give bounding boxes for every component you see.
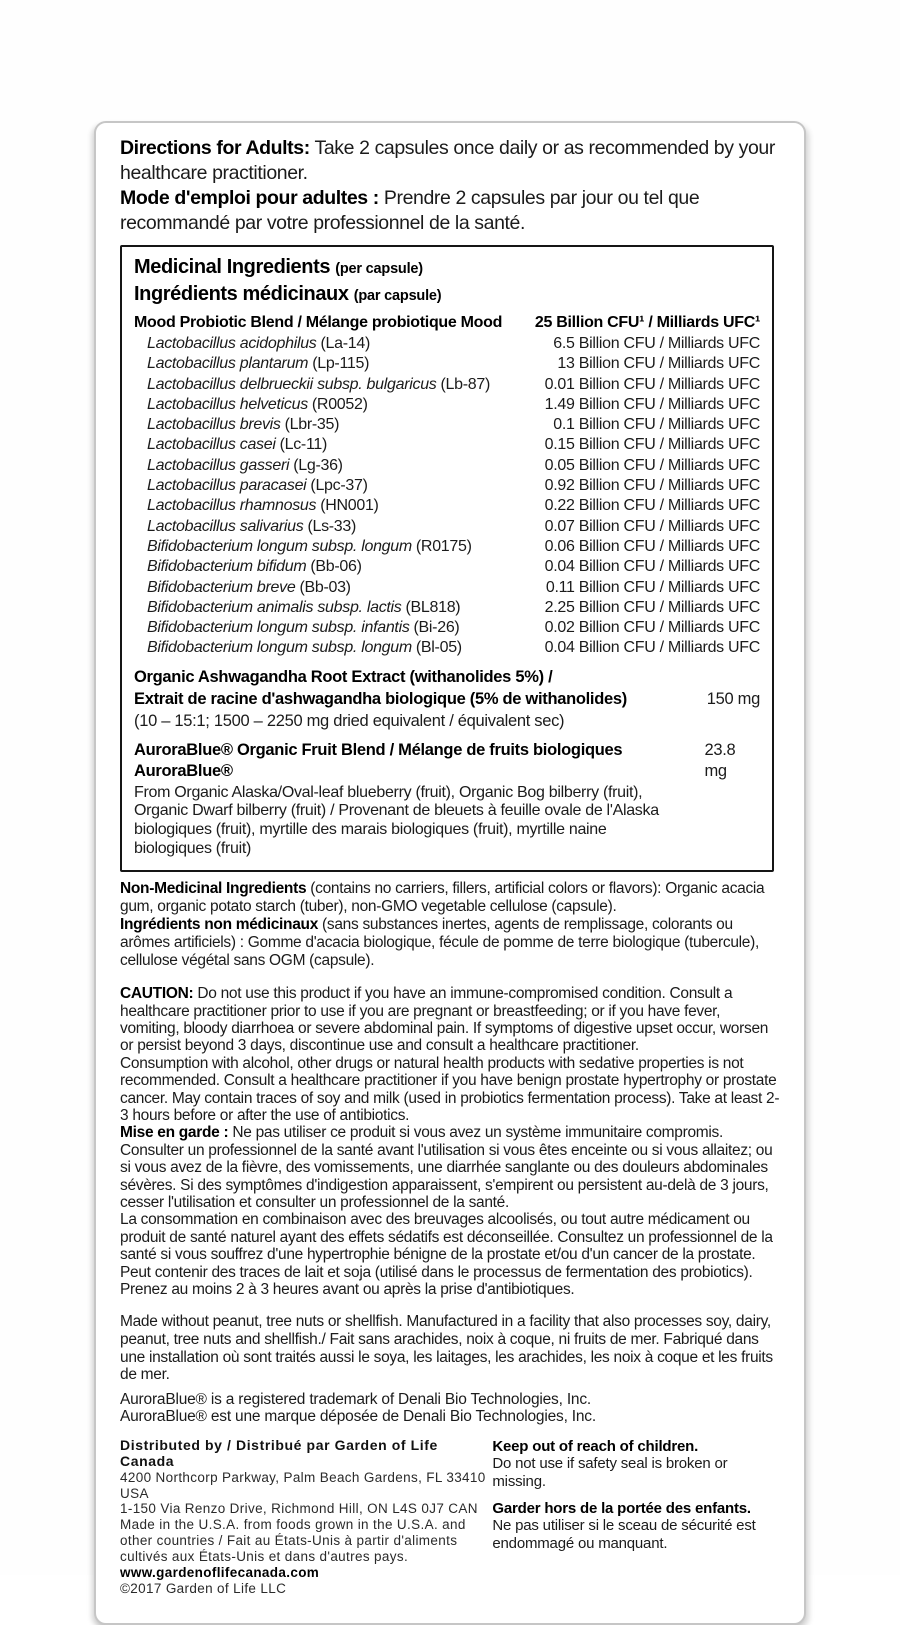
strain-amount: 13 Billion CFU / Milliards UFC [557,355,760,373]
caution-en-p1-text: Do not use this product if you have an immune-compromised condition. Consult a healthcare practitioner prior to use if you are pregnant or breastfeeding; or if you have fever, vomiting, bloody diarrhoea or severe abdominal pain. If symptoms of digestive upset occur, worsen or persist beyond 3 days, discontinue use and consult a healthcare practitioner. [120,985,769,1055]
strain-species: Lactobacillus paracasei [147,477,307,495]
strain-row [134,395,760,415]
strain-amount: 0.01 Billion CFU / Milliards UFC [544,375,760,393]
strain-species: Bifidobacterium longum subsp. longum [147,537,412,555]
caution-fr-p2: La consommation en combinaison avec des breuvages alcoolisés, ou tout autre médicament ou produit de santé naturel ayant des effets sédatifs est déconseillée. Consultez un professionnel de la santé si vous souffrez d'une hypertrophie bénigne de la prostate et/ou d'un cancer de la prostate. Peut contenir des traces de lait et soja (utilisé dans le processus de fermentation des probiotics). Prenez au moins 2 à 3 heures avant ou après la prise d'antibiotiques. [120,1211,773,1299]
strain-species: Bifidobacterium longum subsp. longum [147,639,412,657]
caution-en-p1 [120,985,780,1055]
strain-code: (Bb-06) [310,558,362,576]
directions-en-text: Take 2 capsules once daily or as recommended by your healthcare practitioner. [120,137,775,184]
strain-code: (Lbr-35) [284,416,340,434]
strain-row [134,375,760,395]
strain-code: (Lc-11) [279,436,328,454]
strain-amount: 0.04 Billion CFU / Milliards UFC [544,639,760,657]
strain-code: (Lpc-37) [310,477,368,495]
safety-fr-text: Ne pas utiliser si le sceau de sécurité est endommagé ou manquant. [492,1517,756,1552]
aurorablue-amount: 23.8 mg [704,740,736,780]
strain-row [134,456,760,476]
strain-name [134,476,368,496]
strain-code: (Lb-87) [440,375,490,393]
allergen-section [120,1313,780,1383]
strain-species: Lactobacillus delbrueckii subsp. bulgaricus [147,375,437,393]
medicinal-title-fr-note: (par capsule) [353,288,442,304]
ashwagandha-amount: 150 mg [706,689,760,708]
strain-name [134,456,343,476]
strain-amount: 0.07 Billion CFU / Milliards UFC [544,517,760,535]
strain-code: (BL818) [405,598,461,616]
strain-species: Bifidobacterium animalis subsp. lactis [147,598,402,616]
strain-amount: 0.11 Billion CFU / Milliards UFC [545,578,760,596]
strain-species: Lactobacillus brevis [147,416,281,434]
strain-amount: 0.06 Billion CFU / Milliards UFC [544,537,760,555]
strain-name [134,638,462,658]
trademark-section [120,1391,780,1425]
caution-en-lead: CAUTION: [120,985,194,1003]
strain-row [134,557,760,577]
caution-fr-p1 [120,1124,780,1211]
strain-species: Lactobacillus gasseri [147,456,290,474]
strain-species: Lactobacillus plantarum [147,355,309,373]
aurorablue-title: AuroraBlue® Organic Fruit Blend / Mélange de fruits biologiques AuroraBlue® [134,740,623,780]
strain-amount: 0.92 Billion CFU / Milliards UFC [544,477,760,495]
medicinal-title-fr-text: Ingrédients médicinaux [134,283,349,305]
allergen-text: Made without peanut, tree nuts or shellfish. Manufactured in a facility that also processes soy, dairy, peanut, tree nuts and shellfish./ Fait sans arachides, noix à coque, ni fruits de mer. Fabriqué dans une installation où sont traités aussi le soya, les laitages, les arachides, les noix à coque et les fruits de mer. [120,1313,773,1384]
strain-code: (Bl-05) [415,639,462,657]
strain-code: (Ls-33) [307,517,357,535]
strain-code: (R0175) [415,537,472,555]
safety-fr-heading: Garder hors de la portée des enfants. [492,1499,751,1517]
trademark-en: AuroraBlue® is a registered trademark of Denali Bio Technologies, Inc. [120,1390,591,1408]
safety-block [492,1438,780,1597]
strain-code: (Bi-26) [413,619,460,637]
strain-code: (R0052) [311,395,368,413]
strain-amount: 2.25 Billion CFU / Milliards UFC [544,598,760,616]
strain-code: (La-14) [320,335,370,352]
non-medicinal-en [120,880,780,916]
strain-code: (Lg-36) [293,456,343,474]
strain-name [134,537,472,557]
strain-amount: 0.15 Billion CFU / Milliards UFC [544,436,760,454]
strain-name [134,334,370,354]
distributor-heading: Distributed by / Distribué par Garden of Life Canada [120,1436,438,1469]
strain-name [134,395,368,415]
medicinal-title-en-note: (per capsule) [335,261,423,277]
strain-amount: 0.1 Billion CFU / Milliards UFC [553,416,760,434]
ashwagandha-line1: Organic Ashwagandha Root Extract (withanolides 5%) / [134,667,553,686]
supplement-label-panel [94,121,806,1625]
strain-row [134,638,760,658]
strain-row [134,334,760,354]
caution-section [120,985,780,1298]
strain-name [134,435,327,455]
non-medicinal-fr-lead: Ingrédients non médicinaux [120,916,319,934]
medicinal-ingredients-box [120,245,774,872]
non-medicinal-fr [120,916,780,970]
distributor-origin-text: Made in the U.S.A. from foods grown in the U.S.A. and other countries / Fait au États-Unis à partir d'aliments cultivés aux États-Unis et dans d'autres pays. [120,1517,466,1565]
non-medicinal-en-text: (contains no carriers, fillers, artificial colors or flavors): Organic acacia gum, organic potato starch (tuber), non-GMO vegetable cellulose (capsule). [120,880,765,916]
distributor-origin [120,1517,486,1581]
strain-name [134,598,460,618]
caution-fr-p1-text: Ne pas utiliser ce produit si vous avez un système immunitaire compromis. Consulter un professionnel de la santé avant l'utilisation si vous êtes enceinte ou si vous allaitez; ou si vous avez de la fièvre, des vomissements, une diarrhée sanglante ou des douleurs abdominales sévères. Si des symptômes d'indigestion apparaissent, s'empirent ou persistent au-delà de 3 jours, cesser l'utilisation et consulter un professionnel de la santé. [120,1124,773,1211]
medicinal-title-en-text: Medicinal Ingredients [134,256,331,278]
strain-name [134,557,362,577]
strain-species: Lactobacillus rhamnosus [147,497,317,515]
strain-species: Bifidobacterium breve [147,578,296,596]
strain-name [134,578,351,598]
strain-row [134,618,760,638]
strain-rows [134,334,760,659]
strain-name [134,496,379,516]
footer-section [120,1438,780,1597]
strain-species: Bifidobacterium longum subsp. infantis [147,619,410,637]
directions-section [120,136,780,236]
safety-en-heading: Keep out of reach of children. [492,1437,699,1455]
aurorablue-section [134,740,760,858]
strain-row [134,578,760,598]
strain-name [134,375,490,395]
strain-name [134,354,369,374]
distributor-block [120,1438,486,1597]
strain-row [134,354,760,374]
strain-species: Lactobacillus helveticus [147,395,308,413]
directions-fr-text: Prendre 2 capsules par jour ou tel que recommandé par votre professionnel de la santé. [120,187,700,234]
aurorablue-description: From Organic Alaska/Oval-leaf blueberry (fruit), Organic Bog bilberry (fruit), Organic Dwarf bilberry (fruit) / Provenant de bleuets à feuille ovale de l'Alaska biologiques (fruit), myrtille des marais biologiques (fruit), myrtille naine biologiques (fruit) [134,783,659,857]
directions-fr-lead: Mode d'emploi pour adultes : [120,187,379,209]
strain-species: Lactobacillus casei [147,436,276,454]
strain-species: Lactobacillus salivarius [147,517,304,535]
strain-row [134,435,760,455]
strain-row [134,496,760,516]
distributor-address-usa: 4200 Northcorp Parkway, Palm Beach Gardens, FL 33410 USA [120,1469,486,1501]
caution-fr-lead: Mise en garde : [120,1124,229,1142]
strain-row [134,415,760,435]
probiotic-blend-header-row [134,312,760,334]
ashwagandha-section [134,666,760,732]
safety-en-text: Do not use if safety seal is broken or missing. [492,1455,728,1490]
safety-fr-group [492,1500,780,1553]
strain-species: Lactobacillus acidophilus [147,335,317,352]
strain-species: Bifidobacterium bifidum [147,558,307,576]
non-medicinal-en-lead: Non-Medicinal Ingredients [120,880,307,898]
strain-amount: 0.02 Billion CFU / Milliards UFC [544,619,760,637]
ashwagandha-line3: (10 – 15:1; 1500 – 2250 mg dried equivalent / équivalent sec) [134,711,565,730]
caution-en-p2: Consumption with alcohol, other drugs or natural health products with sedative properties is not recommended. Consult a healthcare practitioner if you have benign prostate hypertrophy or prostate cancer. May contain traces of soy and milk (used in probiotics fermentation process). Take at least 2-3 hours before or after the use of antibiotics. [120,1054,780,1124]
strain-row [134,476,760,496]
strain-amount: 1.49 Billion CFU / Milliards UFC [544,395,760,413]
strain-row [134,517,760,537]
strain-row [134,537,760,557]
strain-name [134,517,356,537]
strain-code: (Bb-03) [299,578,351,596]
strain-amount: 0.04 Billion CFU / Milliards UFC [544,558,760,576]
medicinal-title-en [134,255,760,282]
website-link[interactable]: www.gardenoflifecanada.com [120,1565,320,1581]
distributor-address-can: 1-150 Via Renzo Drive, Richmond Hill, ON L4S 0J7 CAN [120,1501,478,1517]
strain-code: (HN001) [320,497,379,515]
directions-en [120,136,780,186]
strain-amount: 0.05 Billion CFU / Milliards UFC [544,456,760,474]
strain-amount: 0.22 Billion CFU / Milliards UFC [544,497,760,515]
trademark-fr: AuroraBlue® est une marque déposée de Denali Bio Technologies, Inc. [120,1407,596,1425]
safety-en-group [492,1438,780,1491]
probiotic-blend-label: Mood Probiotic Blend / Mélange probiotique Mood [134,314,503,331]
strain-name [134,415,339,435]
strain-code: (Lp-115) [312,355,370,373]
strain-name [134,618,459,638]
directions-en-lead: Directions for Adults: [120,137,310,159]
ashwagandha-line2: Extrait de racine d'ashwagandha biologique (5% de withanolides) [134,689,627,708]
strain-amount: 6.5 Billion CFU / Milliards UFC [553,335,760,352]
medicinal-title-fr [134,282,760,309]
non-medicinal-section [120,880,780,970]
strain-row [134,598,760,618]
directions-fr [120,186,780,236]
probiotic-blend-amount: 25 Billion CFU¹ / Milliards UFC¹ [534,314,760,331]
copyright-line: ©2017 Garden of Life LLC [120,1580,287,1596]
non-medicinal-fr-text: (sans substances inertes, agents de remplissage, colorants ou arômes artificiels) : Gomme d'acacia biologique, fécule de pomme de terre biologique (tubercule), cellulose végétal sans OGM (capsule). [120,916,759,970]
